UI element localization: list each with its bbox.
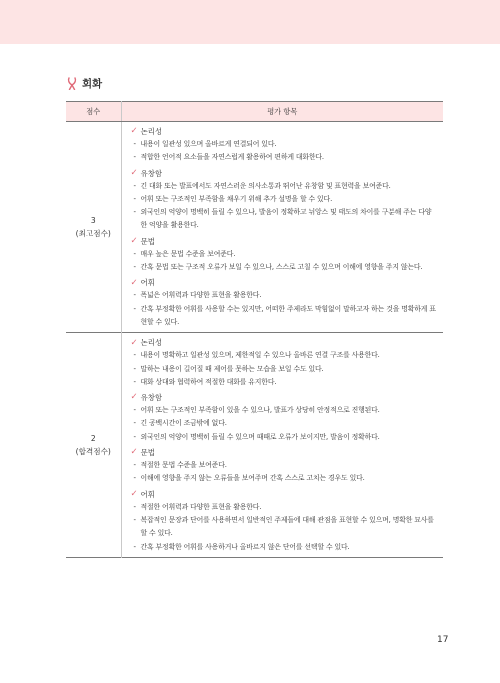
score-value: 2 — [90, 434, 96, 444]
score-label: (합격점수) — [75, 447, 111, 457]
category-heading — [131, 488, 438, 501]
criteria-item: - 말하는 내용이 길어질 때 제어를 못하는 모습을 보일 수도 있다. — [131, 363, 438, 376]
criteria-cell — [121, 333, 443, 558]
criteria-item: - 긴 대화 또는 발표에서도 자연스러운 의사소통과 뛰어난 유창함 및 표현력을 보여준다. — [131, 180, 438, 193]
check-icon: ✓ — [130, 392, 138, 403]
category-heading — [131, 167, 438, 180]
criteria-item: - 적절한 문법 수준을 보여준다. — [131, 459, 438, 472]
criteria-item: - 어휘 또는 구조적인 부족함을 채우기 위해 추가 설명을 할 수 있다. — [131, 193, 438, 206]
criteria-item: - 간혹 부정확한 어휘를 사용할 수는 있지만, 어떠한 주제라도 막힘없이 말하고자 하는 것을 명확하게 표현할 수 있다. — [131, 303, 438, 330]
section-header — [66, 76, 102, 91]
category-heading — [131, 336, 438, 349]
category-heading — [131, 446, 438, 459]
table-row — [66, 333, 443, 558]
check-icon: ✓ — [130, 277, 138, 288]
criteria-item: - 간혹 문법 또는 구조적 오류가 보일 수 있으나, 스스로 고칠 수 있으며 이해에 영향을 주지 않는다. — [131, 261, 438, 274]
section-title: 회화 — [82, 78, 102, 90]
check-icon: ✓ — [130, 236, 138, 247]
criteria-cell — [121, 122, 443, 333]
score-value: 3 — [90, 216, 96, 226]
category-name: 어휘 — [140, 278, 155, 288]
check-icon: ✓ — [130, 167, 138, 178]
check-icon: ✓ — [130, 126, 138, 137]
page-number: 17 — [437, 635, 449, 645]
category-name: 유창함 — [140, 168, 163, 178]
criteria-item: - 대화 상대와 협력하여 적절한 대화를 유지한다. — [131, 376, 438, 389]
category-heading — [131, 125, 438, 138]
criteria-item: - 어휘 또는 구조적인 부족함이 있을 수 있으나, 발표가 상당히 안정적으로 진행된다. — [131, 404, 438, 417]
criteria-item: - 매우 높은 문법 수준을 보여준다. — [131, 248, 438, 261]
ribbon-icon — [66, 77, 78, 90]
criteria-item: - 복잡적인 문장과 단어를 사용하면서 일반적인 주제들에 대해 관점을 표현할 수 있으며, 명확한 묘사를 할 수 있다. — [131, 514, 438, 541]
category-name: 어휘 — [140, 489, 155, 499]
criteria-item: - 간혹 부정확한 어휘를 사용하거나 올바르지 않은 단어를 선택할 수 있다. — [131, 541, 438, 554]
category-name: 문법 — [140, 236, 155, 246]
criteria-item: - 외국인의 억양이 명백히 들릴 수 있으나, 발음이 정확하고 뉘앙스 및 태도의 차이를 구분해 주는 다양한 억양을 활용한다. — [131, 206, 438, 233]
criteria-item: - 적합한 언어적 요소들을 자연스럽게 활용하여 편하게 대화한다. — [131, 151, 438, 164]
check-icon: ✓ — [130, 447, 138, 458]
category-name: 문법 — [140, 448, 155, 458]
criteria-item: - 내용이 명확하고 일관성 있으며, 제한적일 수 있으나 올바른 연결 구조를 사용한다. — [131, 349, 438, 362]
category-heading — [131, 391, 438, 404]
criteria-item: - 이해에 영향을 주지 않는 오류들을 보여주며 간혹 스스로 고치는 경우도 있다. — [131, 472, 438, 485]
header-band — [0, 0, 500, 44]
category-name: 논리성 — [140, 127, 163, 136]
check-icon: ✓ — [130, 337, 138, 348]
score-cell — [66, 333, 121, 558]
check-icon: ✓ — [130, 488, 138, 499]
criteria-item: - 내용이 일관성 있으며 올바르게 연결되어 있다. — [131, 138, 438, 151]
category-heading — [131, 235, 438, 248]
criteria-item: - 폭넓은 어휘력과 다양한 표현을 활용한다. — [131, 289, 438, 302]
criteria-item: - 외국인의 억양이 명백히 들릴 수 있으며 때때로 오류가 보이지만, 발음이 정확하다. — [131, 431, 438, 444]
evaluation-table — [66, 101, 443, 558]
criteria-column-header: 평가 항목 — [121, 102, 443, 122]
criteria-item: - 긴 공백시간이 조금밖에 없다. — [131, 417, 438, 430]
category-name: 논리성 — [140, 338, 163, 348]
score-cell — [66, 122, 121, 333]
category-name: 유창함 — [140, 393, 163, 403]
table-row — [66, 122, 443, 333]
score-label: (최고점수) — [75, 229, 111, 239]
category-heading — [131, 276, 438, 289]
score-column-header: 점수 — [66, 102, 121, 122]
criteria-item: - 적절한 어휘력과 다양한 표현을 활용한다. — [131, 501, 438, 514]
